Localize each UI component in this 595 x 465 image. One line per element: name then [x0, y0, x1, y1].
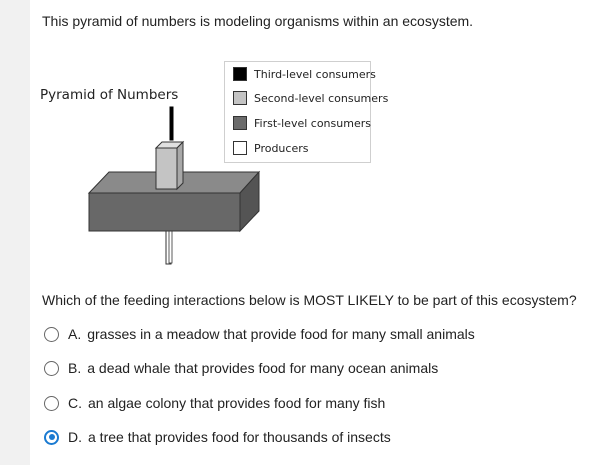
option-letter: A.: [68, 326, 82, 342]
radio-button[interactable]: [44, 361, 59, 376]
left-margin-bar: [0, 0, 30, 465]
second-level-consumers-block: [156, 142, 183, 189]
question-text: Which of the feeding interactions below is MOST LIKELY to be part of this ecosystem?: [42, 292, 577, 308]
option-letter: D.: [68, 429, 82, 445]
option-text: an algae colony that provides food for many fish: [88, 395, 386, 411]
legend-swatch-black: [233, 67, 247, 81]
option-text: grasses in a meadow that provide food for many small animals: [87, 326, 475, 342]
legend-item-third-level: [233, 66, 376, 82]
option-c[interactable]: [44, 393, 385, 413]
option-letter: C.: [68, 395, 82, 411]
option-d[interactable]: [44, 427, 391, 447]
third-level-consumers-block: [170, 107, 173, 140]
legend-label: Second-level consumers: [254, 91, 389, 105]
question-prompt: This pyramid of numbers is modeling organisms within an ecosystem.: [42, 13, 474, 29]
legend-label: Producers: [254, 141, 309, 155]
figure-title: Pyramid of Numbers: [40, 87, 179, 103]
legend-label: Third-level consumers: [254, 67, 376, 81]
legend-swatch-lightgray: [233, 91, 247, 105]
option-letter: B.: [68, 360, 82, 376]
option-text: a dead whale that provides food for many ocean animals: [87, 360, 439, 376]
pyramid-diagram: [85, 105, 265, 270]
option-a[interactable]: [44, 324, 475, 344]
option-b[interactable]: [44, 358, 438, 378]
radio-button-selected[interactable]: [44, 430, 59, 445]
legend-label: First-level consumers: [254, 116, 371, 130]
pyramid-figure: [40, 60, 389, 275]
producers-block: [166, 229, 172, 264]
radio-button[interactable]: [44, 396, 59, 411]
radio-dot: [49, 434, 55, 440]
option-text: a tree that provides food for thousands of insects: [88, 429, 391, 445]
legend-item-second-level: [233, 90, 388, 106]
radio-button[interactable]: [44, 327, 59, 342]
